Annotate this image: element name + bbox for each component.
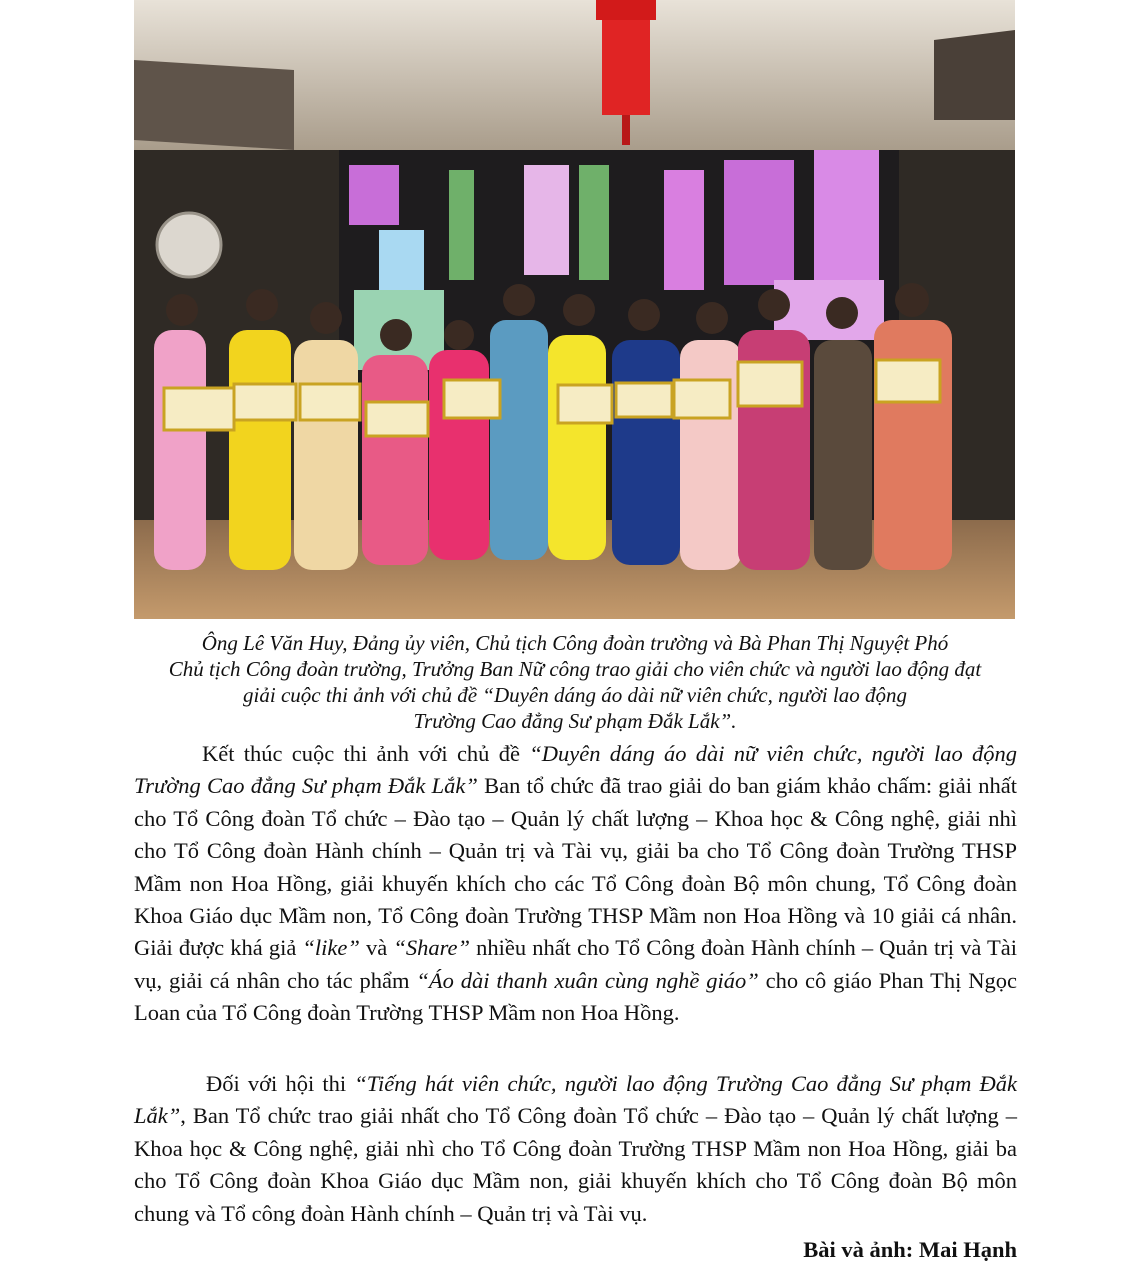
text-run: nhiều nhất cho Tổ Công đoàn Hành chính – Quản trị và Tài vụ, giải cá nhân cho tác phẩm [134, 935, 1017, 993]
paragraph-singing-contest [134, 1068, 1017, 1230]
paragraph-photo-contest [134, 738, 1017, 1030]
photo-illustration [134, 0, 1015, 619]
contest-name: “Tiếng hát viên chức, người lao động Trường Cao đẳng Sư phạm Đắk Lắk” [134, 1071, 1017, 1129]
caption-line: giải cuộc thi ảnh với chủ đề “Duyên dáng áo dài nữ viên chức, người lao động [243, 683, 907, 707]
caption-line: Chủ tịch Công đoàn trường, Trưởng Ban Nữ công trao giải cho viên chức và người lao động đạt [168, 657, 982, 681]
text-run: cho cô giáo Phan Thị Ngọc Loan của Tổ Công đoàn Trường THSP Mầm non Hoa Hồng. [134, 967, 1018, 1026]
work-title: “Áo dài thanh xuân cùng nghề giáo” [416, 967, 759, 993]
text-run: và [359, 935, 394, 961]
award-ceremony-photo [134, 0, 1015, 619]
text-run: , Ban Tổ chức trao giải nhất cho Tổ Công đoàn Tổ chức – Đào tạo – Quản lý chất lượng – Khoa học & Công nghệ, giải nhì cho Tổ Công đoàn Trường THSP Mầm non Hoa Hồng, giải ba cho Tổ Công đoàn Khoa Giáo dục Mầm non, giải khuyến khích cho Tổ Công đoàn Bộ môn chung và Tổ công đoàn Hành chính – Quản trị và Tài vụ. [134, 1103, 1017, 1226]
like-term: “like” [302, 935, 360, 961]
share-term: “Share” [393, 935, 471, 961]
text-run: Kết thúc cuộc thi ảnh với chủ đề [202, 741, 530, 766]
contest-theme: “Duyên dáng áo dài nữ viên chức, người lao động Trường Cao đẳng Sư phạm Đắk Lắk” [134, 741, 1017, 799]
caption-line: Trường Cao đẳng Sư phạm Đắk Lắk”. [413, 709, 737, 733]
text-run: Đối với hội thi [206, 1071, 355, 1096]
caption-line: Ông Lê Văn Huy, Đảng ủy viên, Chủ tịch Công đoàn trường và Bà Phan Thị Nguyệt Phó [201, 631, 949, 655]
photo-caption [134, 630, 1016, 734]
text-run: Ban tổ chức đã trao giải do ban giám khảo chấm: giải nhất cho Tổ Công đoàn Tổ chức – Đào tạo – Quản lý chất lượng – Khoa học & Công nghệ, giải nhì cho Tổ Công đoàn Hành chính – Quản trị và Tài vụ, giải ba cho Tổ Công đoàn Trường THSP Mầm non Hoa Hồng, giải khuyến khích cho các Tổ Công đoàn Bộ môn chung, Tổ Công đoàn Khoa Giáo dục Mầm non, Tổ Công đoàn Trường THSP Mầm non Hoa Hồng và 10 giải cá nhân. Giải được khá giả [134, 773, 1017, 961]
author-signature: Bài và ảnh: Mai Hạnh [803, 1237, 1017, 1262]
